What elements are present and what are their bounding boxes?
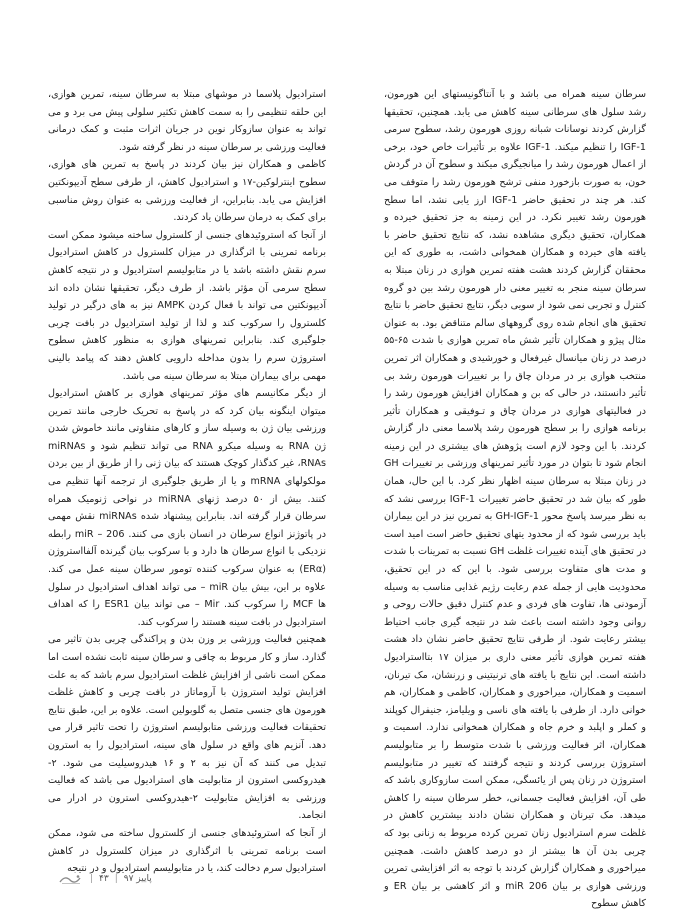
left-paragraph-2: کاظمی و همکاران نیز بیان کردند در پاسخ به تمرین های هوازی، سطوح اینترلوکین-۱۷ و استرادیول کاهش، از طرفی سطح آدیپونکتین افزایش می یابد. بنابراین، از فعالیت ورزشی به عنوان روش مناسبی برای کمک به درمان سرطان یاد کردند. bbox=[48, 159, 327, 224]
left-paragraph-3: از آنجا که استروئیدهای جنسی از کلسترول ساخته میشود ممکن است برنامه تمرینی با اثرگذاری در میزان کلسترول در کاهش استرادیول سرم نقش داشته باشد یا در متابولیسم استرادیول و در نتیجه کاهش سطح سرمی آن مؤثر باشد. از طرف دیگر، تحقیقها نشان داده اند آدیپونکتین می تواند با فعال کردن AMPK نیز به های درگیر در تولید کلسترول را سرکوب کند و لذا از تولید استرادیول در بافت چربی جلوگیری کند. بنابراین تمرینهای هوازی به منظور کاهش سطوح استروژن سرم را بدون مداخله دارویی کاهش دهند که پیامد بالینی مهمی برای بیماران مبتلا به سرطان سینه می باشد. bbox=[48, 229, 326, 382]
footer-season: پاییز ۹۷ bbox=[123, 874, 152, 884]
right-column bbox=[384, 86, 647, 910]
left-column bbox=[48, 86, 326, 892]
page-footer bbox=[58, 873, 152, 885]
left-paragraph-1: استرادیول پلاسما در موشهای مبتلا به سرطان سینه، تمرین هوازی، این حلقه تنظیمی را به سمت کاهش تکثیر سلولی پیش می برد و می تواند به عنوان سازوکار نوین در جریان اثرات مثبت و کمک درمانی فعالیت ورزشی بر سرطان سینه در نظر گرفته شود. bbox=[48, 89, 326, 153]
journal-logo-icon bbox=[58, 873, 84, 885]
footer-separator: | bbox=[114, 874, 118, 884]
left-paragraph-4: از دیگر مکانیسم های مؤثر تمرینهای هوازی بر کاهش استرادیول میتوان اینگونه بیان کرد که در پاسخ به تحریک خارجی مانند تمرین ورزشی بیان ژن به وسیله ساز و کارهای متفاوتی مانند خاموش شدن ژن RNA به وسیله میکرو RNA می تواند تنظیم شود و miRNAs ،RNAs غیر کدگذار کوچک هستند که بیان ژنی را از طریق از بین بردن مولکولهای mRNA و یا از طریق جلوگیری از ترجمه آنها تنظیم می کنند. بیش از ۵۰ درصد ژنهای miRNA در نواحی ژنومیک همراه سرطان قرار گرفته اند. بنابراین پیشنهاد شده miRNAs نقش مهمی در پاتوژنز انواع سرطان در انسان بازی می کنند. miR – 206 رابطه نزدیکی با انواع سرطان ها دارد و با سرکوب بیان گیرنده آلفااستروژن (ERα) به عنوان سرکوب کننده تومور سرطان سینه عمل می کند. علاوه بر این، بیش بیان miR – می تواند اهداف استرادیول در سلول ها MCF را سرکوب کند. Mir – می تواند بیان ESR1 را که اهداف استرادیول در بافت سینه هستند را سرکوب کند. bbox=[48, 388, 327, 628]
left-paragraph-5: همچنین فعالیت ورزشی بر وزن بدن و پراکندگی چربی بدن تاثیر می گذارد. ساز و کار مربوط به چاقی و سرطان سینه ثابت نشده است اما ممکن است ناشی از افزایش غلظت استرادیول سرم باشد که به علت افزایش تولید استروژن با آروماتاز در بافت چربی و کاهش غلظت هورمون های جنسی متصل به گلوبولین است. علاوه بر این، طبق نتایج تحقیقات فعالیت ورزشی متابولیسم استروژن را تحت تاثیر قرار می دهد. آنزیم های واقع در سلول های سینه، استرادیول را به استرون تبدیل می کنند که آن نیز به ۲ و ۱۶ هیدروسیلیت می شود. ۲- هیدروکسی استرون از متابولیت های استرادیول می باشد که فعالیت ورزشی به افزایش متابولیت ۲-هیدروکسی استرون در ادرار می انجامد. bbox=[48, 634, 326, 822]
left-paragraph-6: از آنجا که استروئیدهای جنسی از کلسترول ساخته می شود، ممکن است برنامه تمرینی با اثرگذاری در میزان کلسترول در کاهش استرادیول سرم دخالت کند، یا در متابولیسم استرادیول و در نتیجه bbox=[48, 827, 326, 875]
footer-separator-2: | bbox=[90, 874, 94, 884]
right-paragraph-1: سرطان سینه همراه می باشد و با آنتاگونیستهای این هورمون، رشد سلول های سرطانی سینه کاهش می یابد. همچنین، تحقیقها گزارش کردند نوسانات شبانه روزی هورمون رشد، سطوح سرمی IGF-1 را تنظیم میکند. IGF-1 علاوه بر تأثیرات خاص خود، برخی از اعمال هورمون رشد را میانجیگری میکند و سطوح آن در گردش خون، به صورت بازخورد منفی ترشح هورمون رشد را متوقف می کند. هر چند در تحقیق حاضر IGF-1 ارز یابی نشد، اما سطح هورمون رشد تغییر نکرد. در این زمینه به جز تحقیق خیرده و همکاران، تحقیق دیگری مشاهده نشد، که نتایج تحقیق حاضر با یافته های خیرده و همکاران همخوانی داشت، به طوری که این محققان گزارش کردند هشت هفته تمرین هوازی در زنان مبتلا به سرطان سینه منجر به تغییر معنی دار هورمون رشد بین دو گروه کنترل و تجربی نمی شود از سویی دیگر، نتایج تحقیق حاضر با نتایج تحقیق های انجام شده روی گروههای سالم متناقض بود. به عنوان مثال پیژو و همکاران تأثیر شش ماه تمرین هوازی با شدت ۶۵-۵۵ درصد در زنان میانسال غیرفعال و خورشیدی و همکاران اثر تمرین منتخب هوازی بر در مردان چاق را بر تغییرات هورمون رشد بی تأثیر دانستند، در حالی که بن و همکاران افزایش هورمون رشد را در فعالیتهای هوازی در مردان چاق و تـوفیقی و همکاران تأثیر برنامه هوازی را بر سطح هورمون رشد پلاسما معنی دار گزارش کردند. با این وجود لازم است پژوهش های بیشتری در این زمینه انجام شود تا بتوان در مورد تأثیر تمرینهای ورزشی بر تغییرات GH در زنان مبتلا به سرطان سینه اظهار نظر کرد. با این حال، همان طور که بیان شد در تحقیق حاضر تغییرات IGF-1 بررسی نشد که به نظر میرسد پاسخ محور GH-IGF-1 به تمرین نیز در این بیماران باید بررسی شود که از محدود یتهای تحقیق حاضر است امید است در تحقیق های آینده تغییرات غلظت GH نسبت به تمرینات با شدت و مدت های متفاوت بررسی شود. با این که در این تحقیق، محدودیت هایی از جمله عدم رعایت رژیم غذایی مناسب به وسیله آزمودنی ها، تفاوت های فردی و عدم کنترل دقیق حالات روحی و روانی وجود داشته است باعث شد در نتیجه گیری جانب احتیاط بیشتر رعایت شود. از طرفی نتایج تحقیق حاضر نشان داد هشت هفته تمرین هوازی تأثیر معنی داری بر میزان ۱۷ بتااسترادیول داشته است. این نتایج با یافته های ترنیتینی و زرنشان، مک تیرنان، اسمیت و همکاران، میراخوری و همکاران، کاظمی و همکاران، هم خوانی دارد. از طرفی با یافته های ناسی و ویلیامز، جنیفرال کوپلند و کملر و اپلبد و خرم جاه و همکاران همخوانی ندارد. اسمیت و همکاران، اثر فعالیت ورزشی با شدت متوسط را بر متابولیسم استروژن بررسی کردند و نتیجه گرفتند که تغییر در متابولیسم استروژن در زنان پس از یائسگی، ممکن است سازوکاری باشد که طی آن، افزایش فعالیت جسمانی، خطر سرطان سینه را کاهش میدهد. مک تیرنان و همکاران نشان دادند بیشترین کاهش در غلظت سرم استرادیول زنان تمرین کرده مربوط به زنانی بود که چربی بدن آن ها بیشتر از دو درصد کاهش داشت. همچنین میراخوری و همکاران گزارش کردند با توجه به اثر افزایشی تمرین ورزشی هوازی بر بیان miR 206 و اثر کاهشی بر بیان ER و کاهش سطوح bbox=[384, 89, 647, 910]
footer-page-number: ۴۳ bbox=[99, 874, 109, 884]
